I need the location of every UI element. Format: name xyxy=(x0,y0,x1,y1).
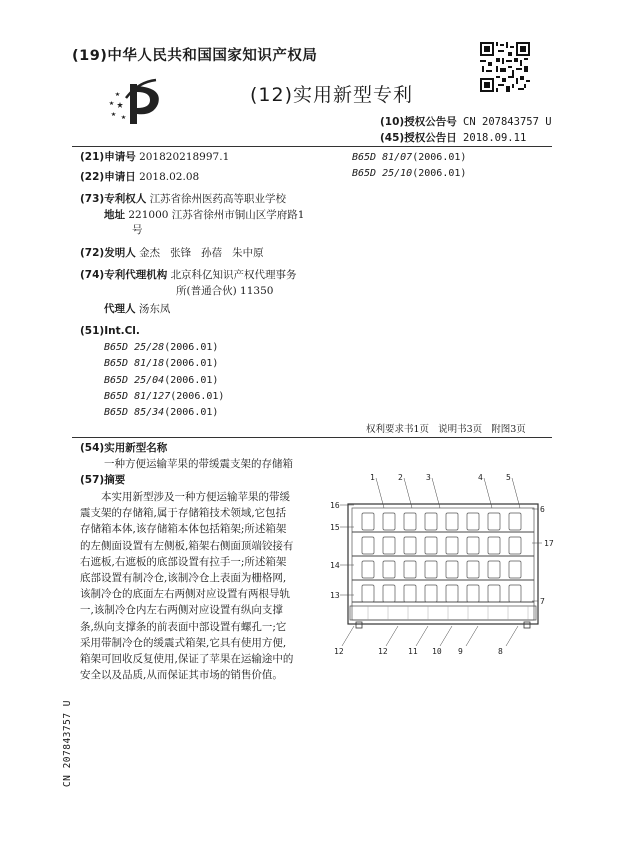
pub-number-label: (10)授权公告号 xyxy=(380,116,457,128)
apple-holder xyxy=(488,537,500,554)
abstract-line: 存储箱本体,该存储箱本体包括箱架;所述箱架 xyxy=(80,523,287,536)
apple-holder xyxy=(488,585,500,602)
ipc-entry xyxy=(104,340,224,356)
abstract-label: (57)摘要 xyxy=(80,474,126,486)
leader-line xyxy=(386,626,398,646)
apple-holder xyxy=(383,561,395,578)
reference-numeral: 1 xyxy=(370,473,375,482)
reference-numeral: 9 xyxy=(458,647,463,656)
apple-holder xyxy=(467,561,479,578)
page-counts: 权利要求书1页 说明书3页 附图3页 xyxy=(366,424,526,435)
ipc-code: B65D 81/07 xyxy=(352,152,413,163)
ipc-entry xyxy=(352,150,466,166)
apple-holder xyxy=(404,561,416,578)
reference-numeral: 12 xyxy=(334,647,344,656)
ipc-version: (2006.01) xyxy=(164,374,219,386)
abstract-text xyxy=(80,489,310,683)
apple-holder xyxy=(362,537,374,554)
apple-holder xyxy=(404,585,416,602)
reference-numeral: 2 xyxy=(398,473,403,482)
agency-row xyxy=(80,268,297,283)
ipc-code: B65D 25/28 xyxy=(104,342,165,353)
inventors-label: (72)发明人 xyxy=(80,247,136,259)
apple-holder xyxy=(362,585,374,602)
ipc-list-right xyxy=(352,150,466,183)
apple-holder xyxy=(509,537,521,554)
application-date-label: (22)申请日 xyxy=(80,171,136,183)
apple-holder xyxy=(446,513,458,530)
abstract-line: 的左侧面设置有左侧板,箱架右侧面顶端铰接有 xyxy=(80,539,294,552)
ipc-entry xyxy=(104,405,224,421)
apple-holder xyxy=(383,537,395,554)
document-type: (12)实用新型专利 xyxy=(250,84,414,106)
ipc-version: (2006.01) xyxy=(412,152,467,163)
owner-label: (73)专利权人 xyxy=(80,193,147,205)
leader-line xyxy=(506,626,518,646)
apple-holder xyxy=(488,561,500,578)
inventors-row xyxy=(80,246,264,261)
reference-numeral: 5 xyxy=(506,473,511,482)
apple-holder xyxy=(404,537,416,554)
ipc-code: B65D 81/127 xyxy=(104,390,171,402)
apple-holder xyxy=(383,513,395,530)
abstract-line: 一,该制冷仓内左右两侧对应设置有纵向支撑 xyxy=(80,604,283,617)
reference-numeral: 10 xyxy=(432,647,442,656)
office-name: (19)中华人民共和国国家知识产权局 xyxy=(72,48,318,64)
ipc-entry xyxy=(104,373,224,389)
leader-line xyxy=(466,626,478,646)
apple-holder xyxy=(467,537,479,554)
reference-numeral: 16 xyxy=(330,501,340,510)
abstract-line: 该制冷仓的底面左右两侧对应设置有两根导轨 xyxy=(80,588,290,601)
apple-holder xyxy=(509,585,521,602)
apple-holder xyxy=(383,585,395,602)
apple-holder xyxy=(404,513,416,530)
apple-holder xyxy=(425,585,437,602)
ipc-code: B65D 81/18 xyxy=(104,358,165,370)
application-number-label: (21)申请号 xyxy=(80,151,136,163)
reference-numeral: 15 xyxy=(330,523,340,532)
pub-number: CN 207843757 U xyxy=(463,116,552,128)
leader-line xyxy=(416,626,428,646)
leader-line xyxy=(440,626,452,646)
ipc-version: (2006.01) xyxy=(164,407,219,419)
abstract-line: 底部设置有制冷仓,该制冷仓上表面为栅格网, xyxy=(80,572,287,585)
reference-numeral: 11 xyxy=(408,647,418,656)
inventors: 金杰 张锋 孙蓓 朱中原 xyxy=(139,247,264,259)
agent: 汤东凤 xyxy=(138,303,171,315)
address-line-1: 221000 江苏省徐州市铜山区学府路1 xyxy=(128,209,305,221)
agency-line-2: 所(普通合伙) 11350 xyxy=(176,285,274,297)
pub-date-row xyxy=(380,130,526,145)
abstract-line: 采用带制冷仓的缓震式箱架,它具有使用方便, xyxy=(80,636,287,649)
apple-holder xyxy=(446,561,458,578)
pub-date-label: (45)授权公告日 xyxy=(380,132,457,144)
apple-holder xyxy=(425,513,437,530)
ipc-list-left xyxy=(104,340,224,421)
reference-numeral: 13 xyxy=(330,591,340,600)
abstract-line: 条,纵向支撑条的前表面中部设置有螺孔一;它 xyxy=(80,620,287,633)
owner-row xyxy=(80,192,286,207)
reference-numeral: 4 xyxy=(478,473,483,482)
apple-holder xyxy=(509,561,521,578)
application-date-row xyxy=(80,170,199,185)
ipc-code: B65D 25/04 xyxy=(104,374,165,386)
application-date: 2018.02.08 xyxy=(139,171,200,183)
reference-numeral: 7 xyxy=(540,597,545,606)
header-rule xyxy=(72,146,552,147)
apple-holder xyxy=(446,585,458,602)
qr-code xyxy=(480,42,530,92)
apple-holder xyxy=(467,513,479,530)
pub-number-row xyxy=(380,114,552,129)
apple-holder xyxy=(425,537,437,554)
ipc-code: B65D 25/10 xyxy=(352,168,413,180)
agent-row xyxy=(104,302,170,317)
title-label: (54)实用新型名称 xyxy=(80,442,168,454)
utility-model-title: 一种方便运输苹果的带缓震支架的存储箱 xyxy=(104,458,293,470)
application-number: 201820218997.1 xyxy=(139,151,230,163)
apple-holder xyxy=(362,513,374,530)
reference-numeral: 12 xyxy=(378,647,388,656)
abstract-line: 箱架可回收反复使用,保证了苹果在运输途中的 xyxy=(80,653,294,666)
apple-holder xyxy=(488,513,500,530)
reference-numeral: 14 xyxy=(330,561,340,570)
apple-holder xyxy=(362,561,374,578)
agency-label: (74)专利代理机构 xyxy=(80,269,168,281)
ipc-version: (2006.01) xyxy=(164,358,219,370)
reference-numeral: 6 xyxy=(540,505,545,514)
ipc-version: (2006.01) xyxy=(412,168,467,180)
abstract-line: 本实用新型涉及一种方便运输苹果的带缓 xyxy=(101,491,290,503)
abstract-line: 震支架的存储箱,属于存储箱技术领域,它包括 xyxy=(80,507,287,520)
apple-holder xyxy=(509,513,521,530)
abstract-line: 右遮板,右遮板的底部设置有拉手一;所述箱架 xyxy=(80,555,287,568)
apple-holder xyxy=(467,585,479,602)
abstract-line: 安全以及品质,从而保证其市场的销售价值。 xyxy=(80,669,283,682)
leader-line xyxy=(342,626,354,646)
apple-holder xyxy=(446,537,458,554)
ipc-entry xyxy=(352,166,466,182)
ipc-entry xyxy=(104,356,224,372)
storage-box-drawing xyxy=(328,472,560,662)
pub-date: 2018.09.11 xyxy=(463,132,527,144)
owner: 江苏省徐州医药高等职业学校 xyxy=(149,193,287,205)
int-cl-label: (51)Int.Cl. xyxy=(80,325,140,337)
reference-numeral: 17 xyxy=(544,539,554,548)
ipc-code: B65D 85/34 xyxy=(104,407,165,419)
reference-numeral: 8 xyxy=(498,647,503,656)
ipc-entry xyxy=(104,389,224,405)
ipc-version: (2006.01) xyxy=(170,390,225,402)
cnipa-logo xyxy=(108,78,166,128)
reference-numeral: 3 xyxy=(426,473,431,482)
application-number-row xyxy=(80,150,229,165)
agent-label: 代理人 xyxy=(104,303,136,315)
address-label: 地址 xyxy=(104,209,125,221)
apple-holder xyxy=(425,561,437,578)
ipc-version: (2006.01) xyxy=(164,342,219,353)
address-row xyxy=(104,208,304,223)
section-rule xyxy=(72,437,552,438)
agency-line-1: 北京科亿知识产权代理事务 xyxy=(170,269,297,281)
side-publication-number: CN 207843757 U xyxy=(62,700,73,788)
address-line-2: 号 xyxy=(132,224,143,236)
